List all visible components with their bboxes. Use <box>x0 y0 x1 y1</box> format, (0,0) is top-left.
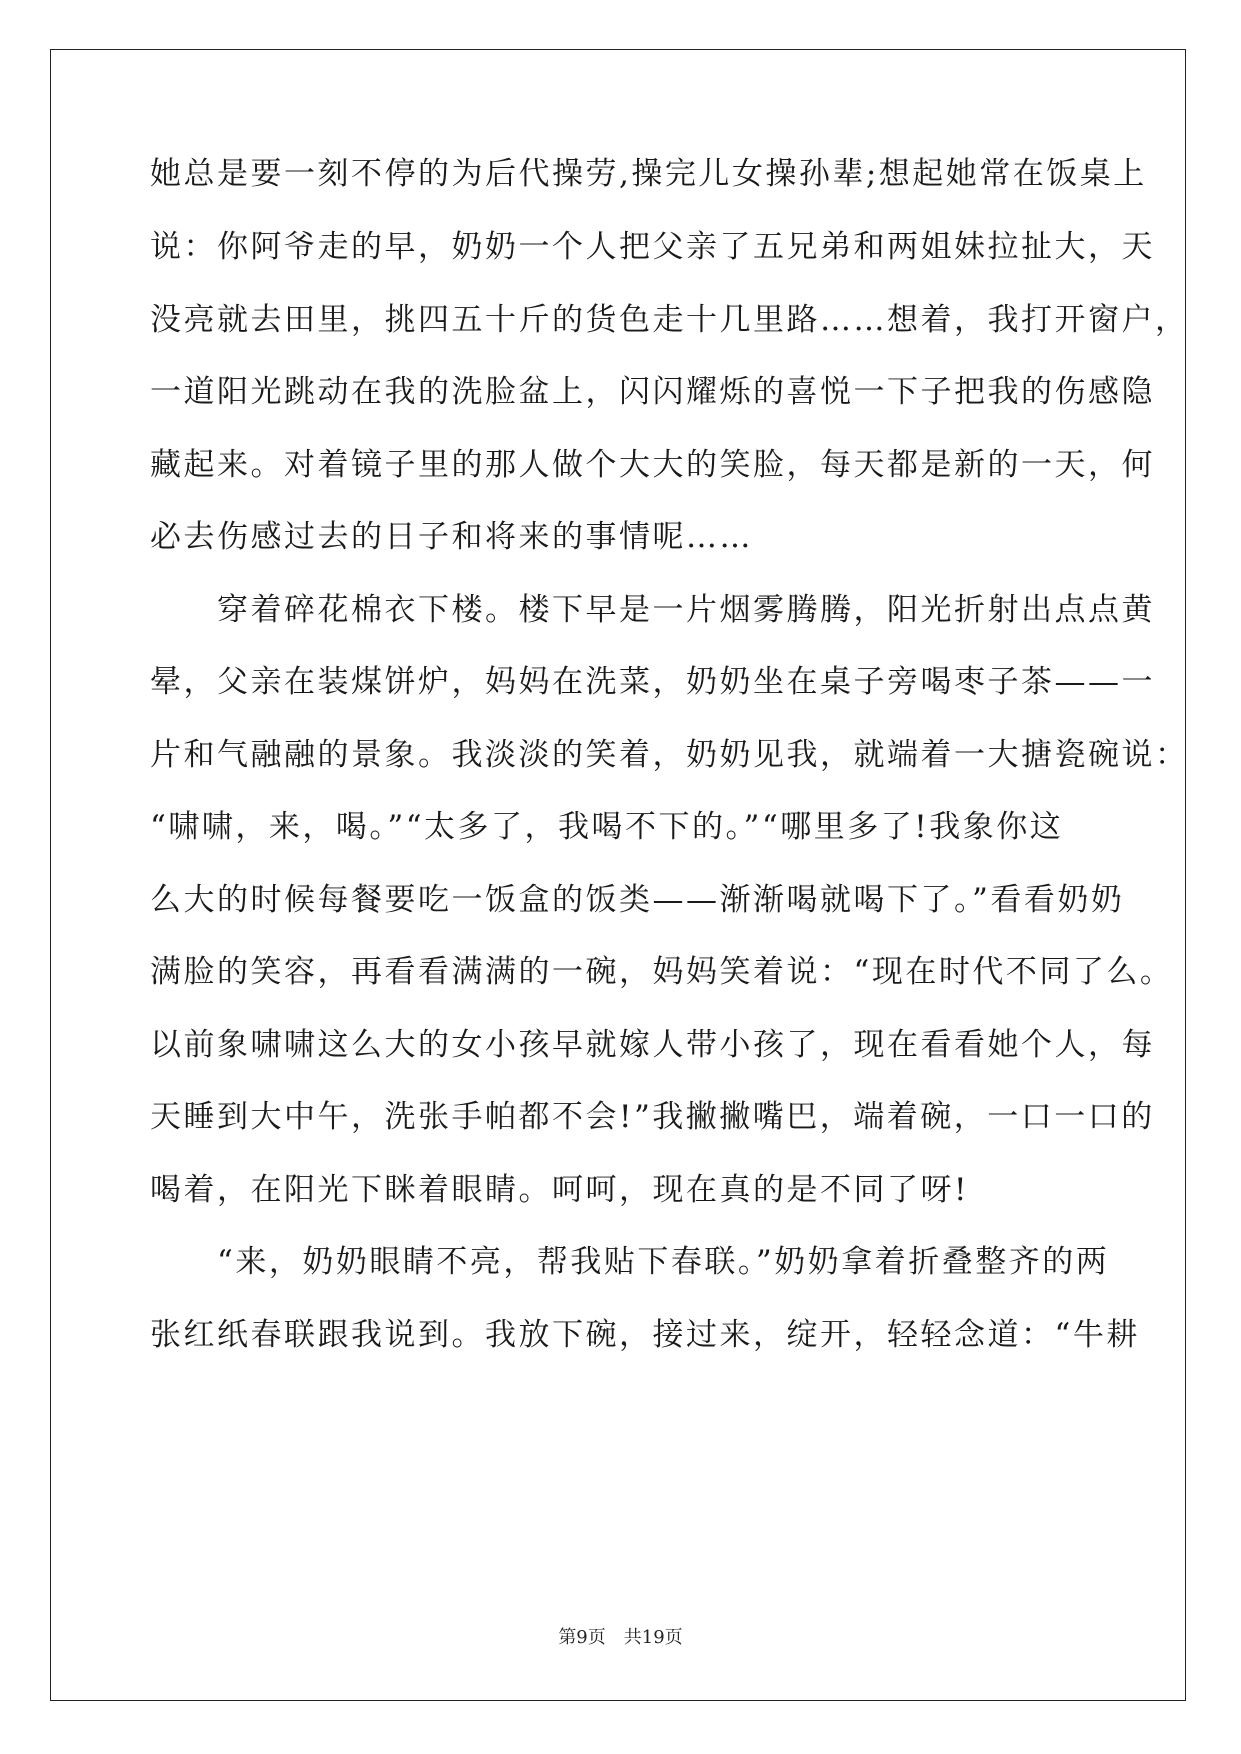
text-line: “啸啸，来，喝。”“太多了，我喝不下的。”“哪里多了!我象你这 <box>150 809 1064 845</box>
text-line: 晕，父亲在装煤饼炉，妈妈在洗菜，奶奶坐在桌子旁喝枣子茶——一 <box>150 664 1155 700</box>
text-line: 喝着，在阳光下眯着眼睛。呵呵，现在真的是不同了呀! <box>150 1172 969 1208</box>
page-border <box>50 49 1186 1701</box>
text-line: 穿着碎花棉衣下楼。楼下早是一片烟雾腾腾，阳光折射出点点黄 <box>150 592 1155 628</box>
text-line: 以前象啸啸这么大的女小孩早就嫁人带小孩了，现在看看她个人，每 <box>150 1027 1155 1063</box>
text-line: “来，奶奶眼睛不亮，帮我贴下春联。”奶奶拿着折叠整齐的两 <box>150 1244 1110 1280</box>
text-line: 一道阳光跳动在我的洗脸盆上，闪闪耀烁的喜悦一下子把我的伤感隐 <box>150 374 1155 410</box>
text-line: 天睡到大中午，洗张手帕都不会!”我撇撇嘴巴，端着碗，一口一口的 <box>150 1099 1155 1135</box>
text-line: 藏起来。对着镜子里的那人做个大大的笑脸，每天都是新的一天，何 <box>150 447 1155 483</box>
text-line: 片和气融融的景象。我淡淡的笑着，奶奶见我，就端着一大搪瓷碗说： <box>150 737 1189 773</box>
text-line: 没亮就去田里，挑四五十斤的货色走十几里路……想着，我打开窗户， <box>150 302 1189 338</box>
page-footer: 第9页 共19页 <box>558 1627 683 1648</box>
text-line: 满脸的笑容，再看看满满的一碗，妈妈笑着说：“现在时代不同了么。 <box>150 954 1174 990</box>
text-line: 说：你阿爷走的早，奶奶一个人把父亲了五兄弟和两姐妹拉扯大，天 <box>150 229 1155 265</box>
text-line: 张红纸春联跟我说到。我放下碗，接过来，绽开，轻轻念道：“牛耕 <box>150 1317 1140 1353</box>
text-line: 必去伤感过去的日子和将来的事情呢…… <box>150 519 753 555</box>
text-line: 她总是要一刻不停的为后代操劳,操完儿女操孙辈;想起她常在饭桌上 <box>150 156 1147 192</box>
text-line: 么大的时候每餐要吃一饭盒的饭类——渐渐喝就喝下了。”看看奶奶 <box>150 882 1125 918</box>
